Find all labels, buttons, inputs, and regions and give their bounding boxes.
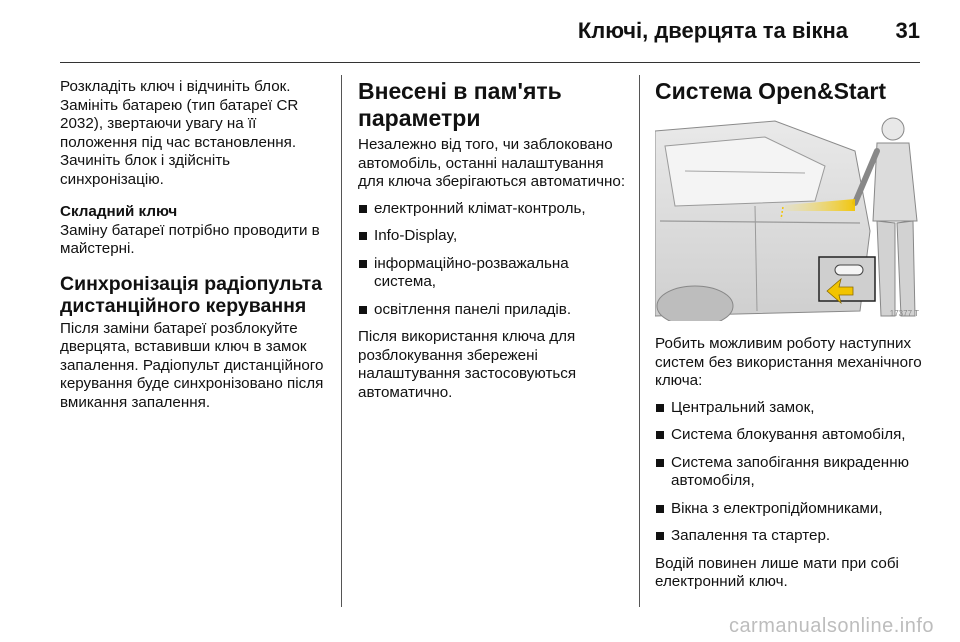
column-divider-2	[639, 75, 640, 607]
memory-settings-heading: Внесені в пам'ять параметри	[358, 78, 562, 131]
page-number: 31	[895, 18, 920, 43]
list-item: Вікна з електропідйомниками,	[655, 500, 923, 519]
list-item: освітлення панелі приладів.	[358, 301, 626, 320]
sync-heading: Синхронізація радіопульта дистанційного керування	[60, 272, 323, 317]
memory-settings-intro: Незалежно від того, чи заблоковано автомобіль, останні налаштування для ключа зберігаються автоматично:	[358, 136, 626, 190]
list-item: інформаційно-розважальна система,	[358, 255, 626, 292]
column-divider-1	[341, 75, 342, 607]
open-start-list	[655, 399, 923, 546]
memory-settings-outro: Після використання ключа для розблокування збережені налаштування застосовуються автоматично.	[358, 328, 577, 401]
list-item: Info-Display,	[358, 227, 626, 246]
list-item: Центральний замок,	[655, 399, 923, 418]
list-item: Система запобігання викраденню автомобіля,	[655, 454, 923, 491]
complex-key-heading: Складний ключ	[60, 203, 178, 220]
image-code: 17377 T	[889, 309, 919, 318]
page-header	[60, 0, 920, 63]
sync-text: Після заміни батареї розблокуйте дверцята, вставивши ключ в замок запалення. Радіопульт дистанційного керування буде синхронізовано після вмикання запалення.	[60, 319, 324, 411]
open-start-heading: Система Open&Start	[655, 78, 886, 104]
column-1	[60, 78, 328, 426]
open-start-outro: Водій повинен лише мати при собі електронний ключ.	[655, 554, 899, 590]
open-start-illustration	[655, 111, 923, 321]
complex-key-text: Заміну батареї потрібно проводити в майстерні.	[60, 221, 320, 257]
watermark: carmanualsonline.info	[728, 615, 934, 637]
open-start-intro: Робить можливим роботу наступних систем без використання механічного ключа:	[655, 335, 922, 389]
battery-replace-text: Розкладіть ключ і відчиніть блок. Замініть батарею (тип батареї CR 2032), звертаючи увагу на її положення під час встановлення. Зачиніть блок і здійсніть синхронізацію.	[60, 78, 299, 188]
column-2	[358, 78, 626, 416]
list-item: електронний клімат-контроль,	[358, 200, 626, 219]
page-title: Ключі, дверцята та вікна	[577, 18, 848, 43]
column-3	[655, 78, 923, 606]
list-item: Запалення та стартер.	[655, 527, 923, 546]
memory-settings-list	[358, 200, 626, 320]
list-item: Система блокування автомобіля,	[655, 426, 923, 445]
